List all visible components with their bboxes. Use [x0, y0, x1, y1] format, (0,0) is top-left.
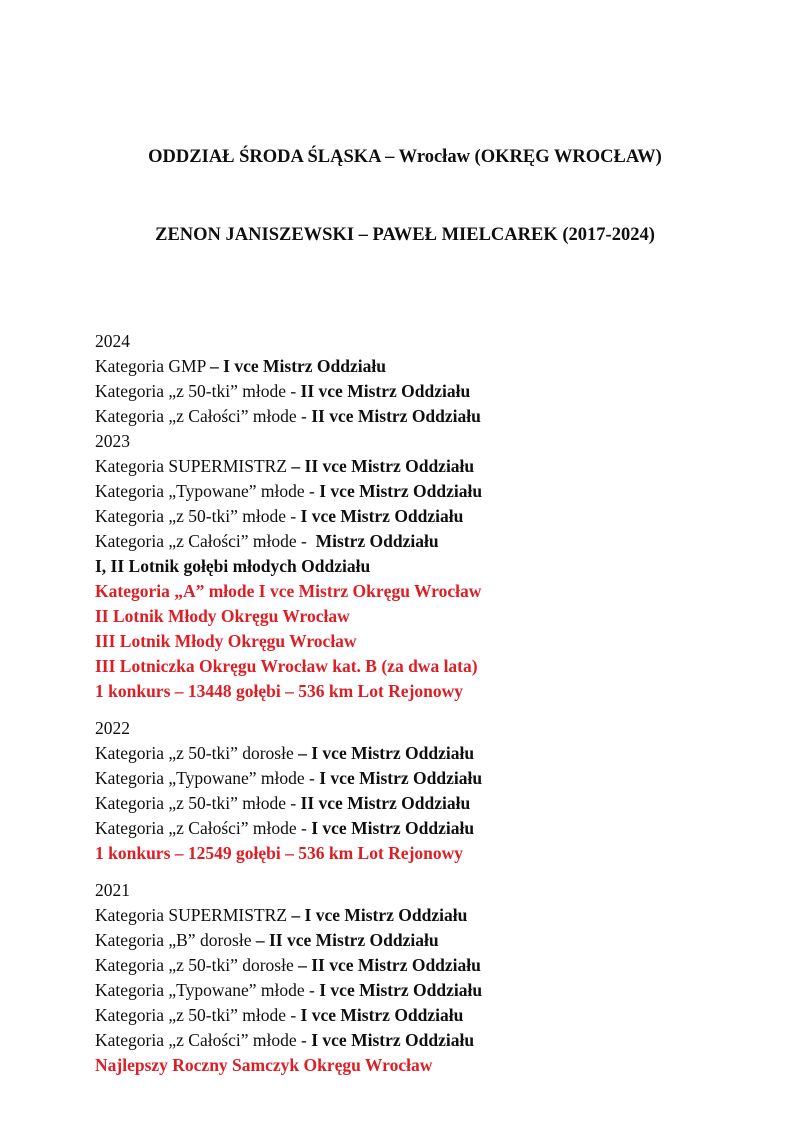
text-segment: Kategoria „z 50-tki” młode -	[95, 793, 301, 813]
achievement-line	[95, 766, 715, 791]
text-segment: Kategoria SUPERMISTRZ	[95, 905, 292, 925]
achievement-line	[95, 554, 715, 579]
achievement-line	[95, 604, 715, 629]
year-section-2024	[95, 329, 715, 429]
year-section-2023	[95, 429, 715, 704]
achievement-line	[95, 404, 715, 429]
text-segment: – II vce Mistrz Oddziału	[298, 955, 481, 975]
achievement-line	[95, 1003, 715, 1028]
text-segment: – I vce Mistrz Oddziału	[298, 743, 475, 763]
text-segment: Najlepszy Roczny Samczyk Okręgu Wrocław	[95, 1055, 433, 1075]
achievement-line	[95, 1053, 715, 1078]
text-segment: Kategoria „z 50-tki” młode -	[95, 1005, 301, 1025]
text-segment: III Lotniczka Okręgu Wrocław kat. B (za dwa lata)	[95, 656, 478, 676]
text-segment: Mistrz Oddziału	[315, 531, 439, 551]
achievement-line	[95, 354, 715, 379]
text-segment: Kategoria „Typowane” młode -	[95, 768, 320, 788]
document-title	[95, 92, 715, 300]
text-segment: Kategoria „z 50-tki” dorosłe	[95, 955, 299, 975]
achievement-line	[95, 953, 715, 978]
text-segment: Kategoria GMP	[95, 356, 211, 376]
text-segment: Kategoria „z 50-tki” młode -	[95, 506, 301, 526]
text-segment: 1 konkurs – 13448 gołębi – 536 km Lot Rejonowy	[95, 681, 464, 701]
achievement-line	[95, 791, 715, 816]
text-segment: I vce Mistrz Oddziału	[300, 506, 464, 526]
text-segment: Kategoria „z Całości” młode -	[95, 818, 312, 838]
text-segment: – I vce Mistrz Oddziału	[291, 905, 468, 925]
achievement-line	[95, 529, 715, 554]
text-segment: I vce Mistrz Oddziału	[311, 1030, 475, 1050]
achievement-line	[95, 1028, 715, 1053]
text-segment: Kategoria „Typowane” młode -	[95, 481, 320, 501]
achievement-line	[95, 379, 715, 404]
achievement-line	[95, 629, 715, 654]
text-segment: Kategoria „A” młode I vce Mistrz Okręgu Wrocław	[95, 581, 482, 601]
text-segment: I vce Mistrz Oddziału	[319, 980, 483, 1000]
document-content	[95, 92, 715, 1078]
text-segment: Kategoria „B” dorosłe	[95, 930, 256, 950]
text-segment: Kategoria „z Całości” młode -	[95, 1030, 312, 1050]
text-segment: II Lotnik Młody Okręgu Wrocław	[95, 606, 350, 626]
text-segment: I vce Mistrz Oddziału	[319, 768, 483, 788]
achievement-line	[95, 816, 715, 841]
year-heading: 2023	[95, 431, 130, 451]
text-segment: – I vce Mistrz Oddziału	[210, 356, 386, 376]
achievement-line	[95, 504, 715, 529]
achievement-line	[95, 841, 715, 866]
text-segment: I vce Mistrz Oddziału	[319, 481, 483, 501]
title-line-2: ZENON JANISZEWSKI – PAWEŁ MIELCAREK (2017-2024)	[155, 225, 655, 245]
achievements-list	[95, 329, 715, 1078]
achievement-line	[95, 454, 715, 479]
text-segment: I vce Mistrz Oddziału	[311, 818, 475, 838]
text-segment: I, II Lotnik gołębi młodych Oddziału	[95, 556, 371, 576]
text-segment: – II vce Mistrz Oddziału	[255, 930, 439, 950]
text-segment: I vce Mistrz Oddziału	[300, 1005, 464, 1025]
achievement-line	[95, 479, 715, 504]
achievement-line	[95, 741, 715, 766]
text-segment: II vce Mistrz Oddziału	[300, 793, 471, 813]
text-segment: II vce Mistrz Oddziału	[311, 406, 481, 426]
text-segment: Kategoria „z 50-tki” młode -	[95, 381, 301, 401]
year-heading: 2021	[95, 880, 130, 900]
text-segment: – II vce Mistrz Oddziału	[291, 456, 475, 476]
achievement-line	[95, 654, 715, 679]
text-segment: II vce Mistrz Oddziału	[300, 381, 471, 401]
achievement-line	[95, 903, 715, 928]
text-segment: Kategoria SUPERMISTRZ	[95, 456, 292, 476]
text-segment: Kategoria „z Całości” młode -	[95, 531, 316, 551]
text-segment: Kategoria „z 50-tki” dorosłe	[95, 743, 299, 763]
text-segment: 1 konkurs – 12549 gołębi – 536 km Lot Rejonowy	[95, 843, 464, 863]
year-section-2022	[95, 716, 715, 866]
text-segment: III Lotnik Młody Okręgu Wrocław	[95, 631, 357, 651]
year-heading: 2022	[95, 718, 130, 738]
achievement-line	[95, 978, 715, 1003]
year-heading: 2024	[95, 331, 130, 351]
text-segment: Kategoria „Typowane” młode -	[95, 980, 320, 1000]
achievement-line	[95, 928, 715, 953]
achievement-line	[95, 679, 715, 704]
title-line-1: ODDZIAŁ ŚRODA ŚLĄSKA – Wrocław (OKRĘG WROCŁAW)	[148, 147, 662, 167]
text-segment: Kategoria „z Całości” młode -	[95, 406, 312, 426]
year-section-2021	[95, 878, 715, 1078]
achievement-line	[95, 579, 715, 604]
